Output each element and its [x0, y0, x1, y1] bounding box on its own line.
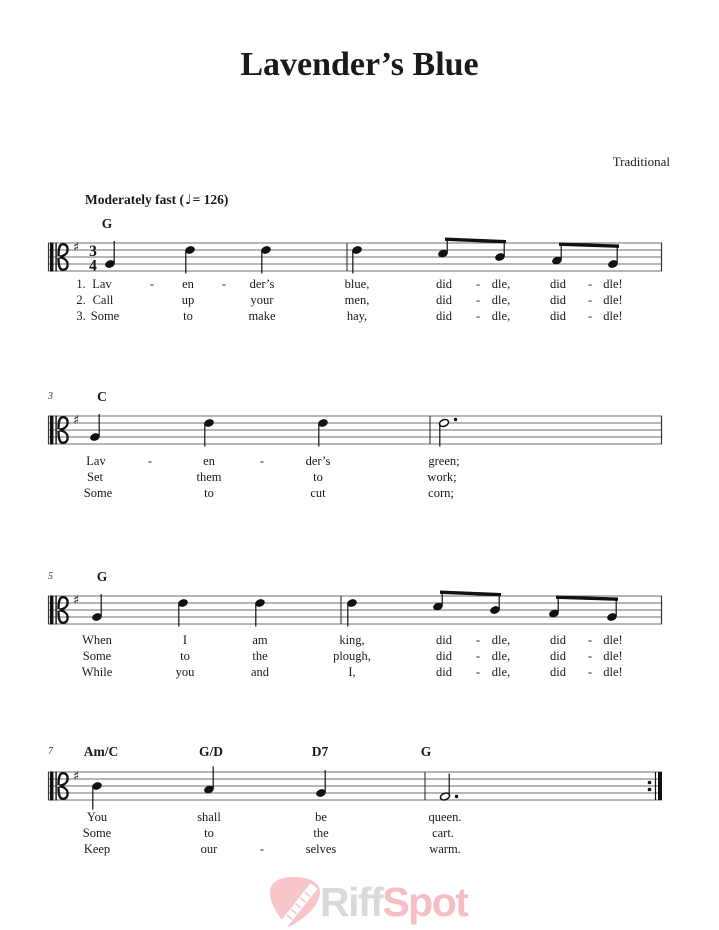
- lyric-syllable: Keep: [83, 842, 111, 856]
- lyric-syllable: der’s: [305, 454, 331, 468]
- lyric-syllable: Some: [83, 486, 113, 500]
- page-title: Lavender’s Blue: [240, 46, 479, 83]
- lyric-syllable: cut: [310, 486, 326, 500]
- lyric-syllable: 2.: [76, 293, 86, 307]
- tempo-text: Moderately fast (: [85, 192, 184, 207]
- lyric-hyphen: -: [475, 277, 481, 291]
- chord-label: D7: [311, 744, 329, 759]
- lyric-syllable: did: [550, 277, 566, 291]
- lyric-hyphen: -: [587, 665, 593, 679]
- lyric-syllable: hay,: [346, 309, 368, 323]
- lyric-syllable: selves: [305, 842, 337, 856]
- svg-text:♯: ♯: [73, 592, 80, 607]
- logo-text: [320, 876, 467, 928]
- lyric-syllable: up: [181, 293, 195, 307]
- lyric-syllable: dle,: [491, 309, 511, 323]
- measure-number: 3: [48, 391, 53, 402]
- lyric-syllable: men,: [344, 293, 370, 307]
- lyric-syllable: them: [196, 470, 222, 484]
- lyric-syllable: warm.: [429, 842, 461, 856]
- attribution: Traditional: [612, 154, 670, 169]
- lyric-syllable: and: [250, 665, 270, 679]
- logo-spot: Spot: [382, 879, 468, 925]
- lyric-syllable: cart.: [432, 826, 454, 840]
- riffspot-logo: [268, 876, 468, 930]
- lyric-hyphen: -: [475, 293, 481, 307]
- lyric-syllable: work;: [427, 470, 457, 484]
- lyric-syllable: corn;: [428, 486, 454, 500]
- lyric-syllable: you: [175, 665, 195, 679]
- lyric-syllable: While: [81, 665, 113, 679]
- lyric-syllable: dle!: [603, 293, 623, 307]
- lyric-syllable: did: [550, 665, 566, 679]
- lyric-syllable: did: [436, 665, 452, 679]
- lyric-hyphen: -: [587, 277, 593, 291]
- guitar-pick-icon: [268, 876, 322, 930]
- lyric-syllable: to: [180, 649, 190, 663]
- lyric-syllable: be: [315, 810, 327, 824]
- lyric-hyphen: -: [587, 649, 593, 663]
- lyric-syllable: dle,: [491, 293, 511, 307]
- lyric-syllable: You: [86, 810, 108, 824]
- lyric-syllable: to: [204, 826, 214, 840]
- chord-label: Am/C: [83, 744, 119, 759]
- lyric-syllable: our: [200, 842, 218, 856]
- lyric-syllable: dle!: [603, 633, 623, 647]
- lyric-syllable: plough,: [333, 649, 371, 663]
- lyric-syllable: dle,: [491, 277, 511, 291]
- lyric-syllable: 3.: [76, 309, 86, 323]
- lyric-syllable: Set: [87, 470, 103, 484]
- tempo-bpm: = 126): [192, 192, 229, 207]
- lyric-syllable: king,: [339, 633, 365, 647]
- lyric-syllable: to: [313, 470, 323, 484]
- lyric-syllable: en: [182, 277, 194, 291]
- lyric-syllable: make: [248, 309, 276, 323]
- lyric-syllable: I: [182, 633, 188, 647]
- lyric-syllable: dle!: [603, 665, 623, 679]
- lyric-syllable: did: [550, 649, 566, 663]
- lyric-syllable: Some: [82, 826, 112, 840]
- lyric-hyphen: -: [475, 665, 481, 679]
- svg-text:♯: ♯: [73, 768, 80, 783]
- lyric-syllable: to: [183, 309, 193, 323]
- lyric-hyphen: -: [259, 842, 265, 856]
- lyric-syllable: did: [436, 277, 452, 291]
- lyric-syllable: did: [550, 309, 566, 323]
- lyric-hyphen: -: [259, 454, 265, 468]
- lyric-syllable: dle,: [491, 633, 511, 647]
- lyric-syllable: dle,: [491, 665, 511, 679]
- chord-label: G: [96, 569, 108, 584]
- lyric-syllable: Some: [82, 649, 112, 663]
- chord-label: G/D: [198, 744, 224, 759]
- lyric-hyphen: -: [475, 649, 481, 663]
- lyric-syllable: dle!: [603, 649, 623, 663]
- lyric-syllable: did: [436, 293, 452, 307]
- lyric-hyphen: -: [221, 277, 227, 291]
- measure-number: 7: [48, 746, 53, 757]
- lyric-syllable: to: [204, 486, 214, 500]
- svg-text:4: 4: [89, 257, 97, 275]
- lyric-syllable: did: [436, 649, 452, 663]
- lyric-hyphen: -: [587, 633, 593, 647]
- lyric-hyphen: -: [475, 633, 481, 647]
- lyric-syllable: did: [436, 633, 452, 647]
- lyric-syllable: I,: [348, 665, 356, 679]
- svg-text:♯: ♯: [73, 239, 80, 254]
- lyric-syllable: Some: [90, 309, 120, 323]
- measure-number: 5: [48, 571, 53, 582]
- logo-riff: Riff: [320, 879, 383, 925]
- lyric-syllable: der’s: [249, 277, 275, 291]
- chord-label: C: [97, 389, 107, 404]
- lyric-syllable: the: [313, 826, 329, 840]
- svg-text:♯: ♯: [73, 412, 80, 427]
- lyric-syllable: did: [550, 633, 566, 647]
- lyric-hyphen: -: [149, 277, 155, 291]
- svg-text:3: 3: [89, 243, 97, 260]
- lyric-syllable: the: [252, 649, 268, 663]
- lyric-syllable: Call: [92, 293, 114, 307]
- lyric-syllable: blue,: [344, 277, 370, 291]
- quarter-note-icon: ♩: [184, 192, 192, 208]
- lyric-syllable: your: [250, 293, 274, 307]
- lyric-syllable: did: [436, 309, 452, 323]
- lyric-hyphen: -: [587, 293, 593, 307]
- lyric-syllable: 1.: [76, 277, 86, 291]
- chord-label: G: [101, 216, 113, 231]
- lyric-hyphen: -: [147, 454, 153, 468]
- lyric-syllable: Lav: [92, 277, 112, 291]
- lyric-syllable: queen.: [428, 810, 462, 824]
- lyric-syllable: green;: [428, 454, 460, 468]
- lyric-syllable: Lav: [86, 454, 106, 468]
- chord-label: G: [420, 744, 432, 759]
- lyric-syllable: did: [550, 293, 566, 307]
- lyric-hyphen: -: [587, 309, 593, 323]
- lyric-syllable: When: [82, 633, 112, 647]
- lyric-syllable: shall: [197, 810, 221, 824]
- lyric-syllable: am: [252, 633, 268, 647]
- lyric-syllable: dle!: [603, 277, 623, 291]
- lyric-hyphen: -: [475, 309, 481, 323]
- lyric-syllable: dle,: [491, 649, 511, 663]
- lyric-syllable: dle!: [603, 309, 623, 323]
- lyric-syllable: en: [203, 454, 215, 468]
